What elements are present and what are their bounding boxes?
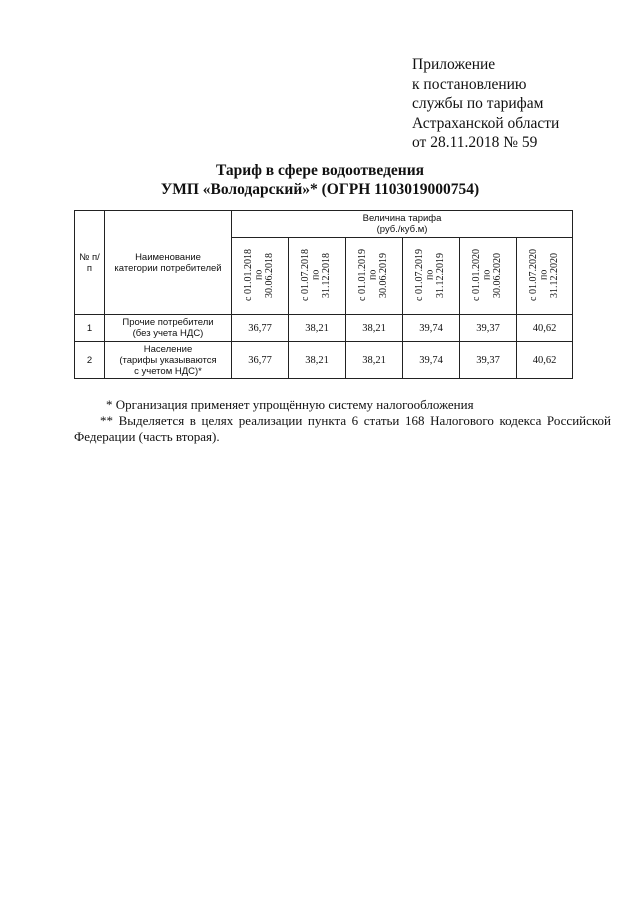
tariff-value: 38,21 [289, 315, 346, 342]
period-header [460, 238, 517, 315]
appendix-line: Астраханской области [412, 114, 560, 132]
footnote-2: ** Выделяется в целях реализации пункта 6 статьи 168 Налогового кодекса Российской Федерации (часть вторая). [74, 413, 611, 444]
tariff-value: 38,21 [346, 315, 403, 342]
row-category [105, 342, 232, 379]
period-label: с 01.07.2020 по 31.12.2020 [527, 248, 560, 301]
table-row [75, 342, 573, 379]
title-line-1: Тариф в сфере водоотведения [215, 162, 425, 179]
header-number [75, 211, 105, 315]
header-value-label: Величина тарифа [362, 213, 442, 224]
appendix-block [412, 55, 559, 153]
tariff-value: 39,37 [460, 342, 517, 379]
tariff-value: 39,74 [403, 315, 460, 342]
appendix-line: от 28.11.2018 № 59 [412, 134, 538, 151]
tariff-value: 40,62 [517, 342, 573, 379]
tariff-value: 39,74 [403, 342, 460, 379]
header-category [105, 211, 232, 315]
table-row [75, 315, 573, 342]
header-number-label: № п/п [79, 251, 100, 274]
category-line: Прочие потребители [122, 317, 214, 328]
footnote-1: * Организация применяет упрощённую систему налогообложения [106, 397, 474, 412]
period-header [517, 238, 573, 315]
header-category-label: Наименование категории потребителей [114, 251, 222, 274]
category-line: (тарифы указываются [119, 354, 217, 366]
header-unit-label: (руб./куб.м) [376, 224, 428, 235]
period-header [232, 238, 289, 315]
row-category [105, 315, 232, 342]
tariff-value: 40,62 [517, 315, 573, 342]
header-value-group [232, 211, 573, 238]
period-label: с 01.07.2018 по 31.12.2018 [300, 248, 333, 301]
period-label: с 01.01.2018 по 30.06.2018 [243, 248, 276, 301]
appendix-line: к постановлению [412, 75, 527, 93]
appendix-line: службы по тарифам [412, 95, 544, 112]
document-title [0, 161, 640, 199]
tariff-value: 36,77 [232, 315, 289, 342]
row-number: 2 [75, 342, 105, 379]
tariff-value: 38,21 [289, 342, 346, 379]
row-number: 1 [75, 315, 105, 342]
category-line: с учетом НДС)* [134, 365, 202, 377]
period-header [403, 238, 460, 315]
period-header [289, 238, 346, 315]
period-header [346, 238, 403, 315]
appendix-line: Приложение [412, 56, 496, 73]
tariff-value: 39,37 [460, 315, 517, 342]
period-label: с 01.07.2019 по 31.12.2019 [414, 248, 447, 301]
tariff-table [74, 210, 573, 379]
tariff-value: 36,77 [232, 342, 289, 379]
tariff-value: 38,21 [346, 342, 403, 379]
footnotes [74, 397, 611, 445]
period-label: с 01.01.2020 по 30.06.2020 [471, 248, 504, 301]
title-line-2: УМП «Володарский»* (ОГРН 1103019000754) [160, 181, 480, 198]
category-line: Население [143, 343, 193, 355]
period-label: с 01.01.2019 по 30.06.2019 [357, 248, 390, 301]
category-line: (без учета НДС) [132, 328, 204, 339]
